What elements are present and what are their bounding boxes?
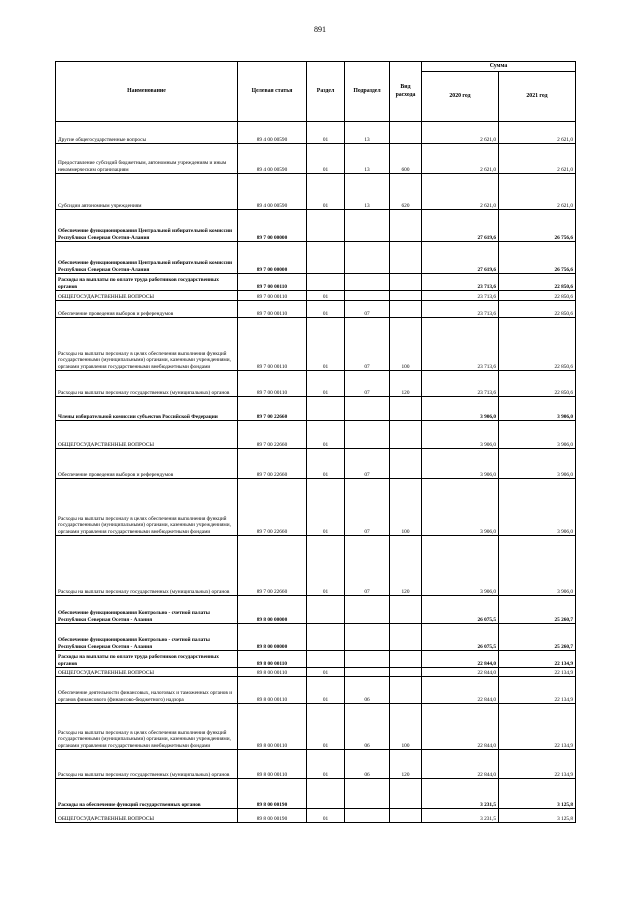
table-row (56, 318, 576, 371)
table-row (56, 371, 576, 397)
cell-target: 89 8 00 00190 (238, 809, 307, 823)
cell-name: Расходы на выплаты персоналу государственных (муниципальных) органов (56, 536, 238, 596)
cell-section: 01 (307, 449, 345, 479)
cell-expense-type (390, 651, 422, 668)
cell-expense-type: 620 (390, 174, 422, 210)
table-row (56, 242, 576, 274)
cell-section: 01 (307, 174, 345, 210)
cell-name: Расходы на выплаты персоналу государственных (муниципальных) органов (56, 750, 238, 779)
cell-subsection (345, 397, 390, 421)
cell-section: 01 (307, 421, 345, 449)
cell-section: 01 (307, 144, 345, 174)
header-year-2021: 2021 год (499, 72, 576, 122)
cell-2020: 26 075,5 (422, 624, 499, 651)
cell-2021: 22 134,9 (499, 668, 576, 677)
cell-2020: 23 713,6 (422, 301, 499, 318)
cell-name: Обеспечение функционирования Контрольно - счетной палаты Республики Северная Осетия - Алания (56, 596, 238, 624)
header-year-2020: 2020 год (422, 72, 499, 122)
page-number: 891 (314, 25, 326, 34)
cell-subsection (345, 596, 390, 624)
cell-subsection: 06 (345, 677, 390, 704)
cell-2020: 23 713,6 (422, 318, 499, 371)
cell-name: Обеспечение проведения выборов и референдумов (56, 301, 238, 318)
table-row (56, 779, 576, 809)
cell-section: 01 (307, 750, 345, 779)
cell-subsection: 07 (345, 536, 390, 596)
cell-name: Расходы на выплаты по оплате труда работников государственных органов (56, 274, 238, 291)
cell-2020: 23 713,6 (422, 274, 499, 291)
cell-expense-type (390, 809, 422, 823)
cell-2021: 22 850,6 (499, 274, 576, 291)
table-row (56, 291, 576, 301)
table-row (56, 421, 576, 449)
cell-name: Расходы на выплаты персоналу в целях обеспечения выполнения функций государственными (муниципальными) органами, казенными учреждениями, органами управления государственными внебюджетными фондами (56, 479, 238, 536)
cell-name: Обеспечение функционирования Центральной избирательной комиссии Республики Северная Осетия-Алания (56, 210, 238, 242)
cell-name: Члены избирательной комиссии субъектов Российской Федерации (56, 397, 238, 421)
cell-subsection (345, 274, 390, 291)
cell-2021: 22 134,9 (499, 704, 576, 750)
table-row (56, 174, 576, 210)
cell-expense-type (390, 291, 422, 301)
table-row (56, 624, 576, 651)
cell-subsection: 07 (345, 449, 390, 479)
cell-target: 89 8 00 00110 (238, 651, 307, 668)
cell-section (307, 651, 345, 668)
cell-2020: 3 231,5 (422, 809, 499, 823)
table-body (56, 122, 576, 823)
cell-subsection (345, 809, 390, 823)
cell-subsection: 07 (345, 301, 390, 318)
cell-expense-type: 120 (390, 371, 422, 397)
cell-2021: 22 134,9 (499, 651, 576, 668)
cell-expense-type (390, 668, 422, 677)
cell-target: 89 7 00 00110 (238, 274, 307, 291)
cell-2020: 3 906,0 (422, 479, 499, 536)
cell-2020: 27 619,6 (422, 210, 499, 242)
cell-name: ОБЩЕГОСУДАРСТВЕННЫЕ ВОПРОСЫ (56, 421, 238, 449)
cell-subsection: 06 (345, 704, 390, 750)
cell-expense-type (390, 449, 422, 479)
cell-2021: 22 134,9 (499, 677, 576, 704)
cell-2021: 3 906,0 (499, 421, 576, 449)
cell-2021: 22 850,6 (499, 291, 576, 301)
cell-2020: 2 621,0 (422, 122, 499, 144)
cell-name: ОБЩЕГОСУДАРСТВЕННЫЕ ВОПРОСЫ (56, 291, 238, 301)
cell-subsection: 07 (345, 318, 390, 371)
cell-section (307, 242, 345, 274)
cell-subsection (345, 624, 390, 651)
cell-target: 89 4 00 00590 (238, 174, 307, 210)
cell-target: 89 8 00 00000 (238, 624, 307, 651)
cell-expense-type (390, 779, 422, 809)
cell-2021: 22 850,6 (499, 318, 576, 371)
budget-table (55, 61, 576, 823)
cell-name: Расходы на обеспечение функций государственных органов (56, 779, 238, 809)
cell-name: Предоставление субсидий бюджетным, автономным учреждениям и иным некоммерческим организациям (56, 144, 238, 174)
header-target: Целевая статья (238, 62, 307, 122)
cell-name: Расходы на выплаты по оплате труда работников государственных органов (56, 651, 238, 668)
cell-2020: 3 906,0 (422, 536, 499, 596)
cell-2020: 22 844,0 (422, 668, 499, 677)
cell-2020: 3 906,0 (422, 421, 499, 449)
cell-2021: 2 621,0 (499, 144, 576, 174)
cell-2021: 3 125,8 (499, 779, 576, 809)
cell-2021: 26 756,6 (499, 210, 576, 242)
cell-expense-type: 100 (390, 318, 422, 371)
cell-name: Расходы на выплаты персоналу в целях обеспечения выполнения функций государственными (муниципальными) органами, казенными учреждениями, органами управления государственными внебюджетными фондами (56, 704, 238, 750)
cell-target: 89 7 00 22660 (238, 449, 307, 479)
header-section: Раздел (307, 62, 345, 122)
cell-target: 89 8 00 00000 (238, 596, 307, 624)
cell-2021: 2 621,0 (499, 174, 576, 210)
table-row (56, 651, 576, 668)
cell-name: ОБЩЕГОСУДАРСТВЕННЫЕ ВОПРОСЫ (56, 809, 238, 823)
cell-2021: 3 906,0 (499, 449, 576, 479)
table-row (56, 536, 576, 596)
cell-target: 89 4 00 00590 (238, 144, 307, 174)
cell-2021: 3 906,0 (499, 397, 576, 421)
cell-subsection: 07 (345, 479, 390, 536)
cell-expense-type: 120 (390, 750, 422, 779)
cell-section: 01 (307, 809, 345, 823)
cell-2021: 25 260,7 (499, 624, 576, 651)
cell-target: 89 7 00 00000 (238, 242, 307, 274)
cell-subsection: 13 (345, 144, 390, 174)
cell-section (307, 397, 345, 421)
cell-section: 01 (307, 677, 345, 704)
cell-2021: 22 850,6 (499, 301, 576, 318)
cell-expense-type (390, 677, 422, 704)
cell-subsection (345, 668, 390, 677)
cell-2021: 3 906,0 (499, 479, 576, 536)
cell-section (307, 274, 345, 291)
cell-target: 89 7 00 00000 (238, 210, 307, 242)
cell-subsection: 13 (345, 122, 390, 144)
cell-expense-type (390, 210, 422, 242)
cell-2021: 25 260,7 (499, 596, 576, 624)
header-name: Наименование (56, 62, 238, 122)
cell-2020: 2 621,0 (422, 144, 499, 174)
cell-2020: 22 844,0 (422, 677, 499, 704)
cell-section: 01 (307, 318, 345, 371)
cell-section: 01 (307, 291, 345, 301)
cell-name: Расходы на выплаты персоналу государственных (муниципальных) органов (56, 371, 238, 397)
cell-target: 89 8 00 00110 (238, 750, 307, 779)
cell-section: 01 (307, 479, 345, 536)
cell-2020: 23 713,6 (422, 371, 499, 397)
cell-target: 89 7 00 00110 (238, 301, 307, 318)
cell-expense-type: 600 (390, 144, 422, 174)
cell-section: 01 (307, 301, 345, 318)
cell-section (307, 210, 345, 242)
cell-target: 89 7 00 22660 (238, 536, 307, 596)
header-sum: Сумма (422, 62, 576, 72)
cell-target: 89 7 00 22660 (238, 479, 307, 536)
table-row (56, 677, 576, 704)
cell-target: 89 7 00 22660 (238, 397, 307, 421)
header-expense-type: Вид расхода (390, 62, 422, 122)
cell-subsection: 13 (345, 174, 390, 210)
table-row (56, 144, 576, 174)
cell-section (307, 624, 345, 651)
table-row (56, 668, 576, 677)
cell-name: ОБЩЕГОСУДАРСТВЕННЫЕ ВОПРОСЫ (56, 668, 238, 677)
cell-2020: 27 619,6 (422, 242, 499, 274)
cell-expense-type: 100 (390, 704, 422, 750)
cell-target: 89 7 00 00110 (238, 291, 307, 301)
cell-expense-type: 120 (390, 536, 422, 596)
cell-target: 89 8 00 00110 (238, 704, 307, 750)
cell-expense-type (390, 624, 422, 651)
cell-section: 01 (307, 122, 345, 144)
cell-section: 01 (307, 704, 345, 750)
cell-subsection (345, 242, 390, 274)
table-row (56, 449, 576, 479)
cell-2020: 23 713,6 (422, 291, 499, 301)
cell-2020: 26 075,5 (422, 596, 499, 624)
cell-name: Расходы на выплаты персоналу в целях обеспечения выполнения функций государственными (муниципальными) органами, казенными учреждениями, органами управления государственными внебюджетными фондами (56, 318, 238, 371)
table-row (56, 301, 576, 318)
header-subsection: Подраздел (345, 62, 390, 122)
table-row (56, 210, 576, 242)
cell-2021: 26 756,6 (499, 242, 576, 274)
cell-name: Обеспечение функционирования Центральной избирательной комиссии Республики Северная Осетия-Алания (56, 242, 238, 274)
cell-2020: 22 844,0 (422, 704, 499, 750)
cell-expense-type (390, 397, 422, 421)
cell-expense-type (390, 596, 422, 624)
table-row (56, 122, 576, 144)
cell-2021: 3 125,8 (499, 809, 576, 823)
cell-target: 89 8 00 00110 (238, 677, 307, 704)
cell-section (307, 596, 345, 624)
cell-expense-type (390, 421, 422, 449)
cell-subsection (345, 779, 390, 809)
cell-2021: 22 850,6 (499, 371, 576, 397)
cell-2020: 3 231,5 (422, 779, 499, 809)
cell-2021: 2 621,0 (499, 122, 576, 144)
cell-name: Субсидии автономным учреждениям (56, 174, 238, 210)
cell-name: Другие общегосударственные вопросы (56, 122, 238, 144)
cell-target: 89 7 00 00110 (238, 318, 307, 371)
cell-target: 89 7 00 00110 (238, 371, 307, 397)
table-row (56, 479, 576, 536)
cell-target: 89 7 00 22660 (238, 421, 307, 449)
cell-subsection (345, 651, 390, 668)
table-row (56, 397, 576, 421)
table-row (56, 704, 576, 750)
cell-section: 01 (307, 536, 345, 596)
cell-target: 89 4 00 00590 (238, 122, 307, 144)
cell-2021: 22 134,9 (499, 750, 576, 779)
cell-name: Обеспечение проведения выборов и референдумов (56, 449, 238, 479)
cell-expense-type (390, 301, 422, 318)
cell-subsection: 07 (345, 371, 390, 397)
table-row (56, 750, 576, 779)
cell-expense-type (390, 122, 422, 144)
cell-expense-type (390, 274, 422, 291)
cell-name: Обеспечение функционирования Контрольно - счетной палаты Республики Северная Осетия - Алания (56, 624, 238, 651)
cell-2020: 2 621,0 (422, 174, 499, 210)
table-row (56, 596, 576, 624)
cell-2020: 22 844,0 (422, 750, 499, 779)
cell-section (307, 779, 345, 809)
cell-subsection (345, 291, 390, 301)
cell-expense-type (390, 242, 422, 274)
table-row (56, 274, 576, 291)
cell-2020: 3 906,0 (422, 449, 499, 479)
cell-expense-type: 100 (390, 479, 422, 536)
cell-section: 01 (307, 668, 345, 677)
cell-2020: 3 906,0 (422, 397, 499, 421)
cell-2020: 22 844,0 (422, 651, 499, 668)
cell-subsection (345, 421, 390, 449)
cell-subsection: 06 (345, 750, 390, 779)
cell-subsection (345, 210, 390, 242)
cell-target: 89 8 00 00110 (238, 668, 307, 677)
cell-target: 89 8 00 00190 (238, 779, 307, 809)
cell-name: Обеспечение деятельности финансовых, налоговых и таможенных органов и органов финансового (финансово-бюджетного) надзора (56, 677, 238, 704)
table-row (56, 809, 576, 823)
cell-2021: 3 906,0 (499, 536, 576, 596)
cell-section: 01 (307, 371, 345, 397)
